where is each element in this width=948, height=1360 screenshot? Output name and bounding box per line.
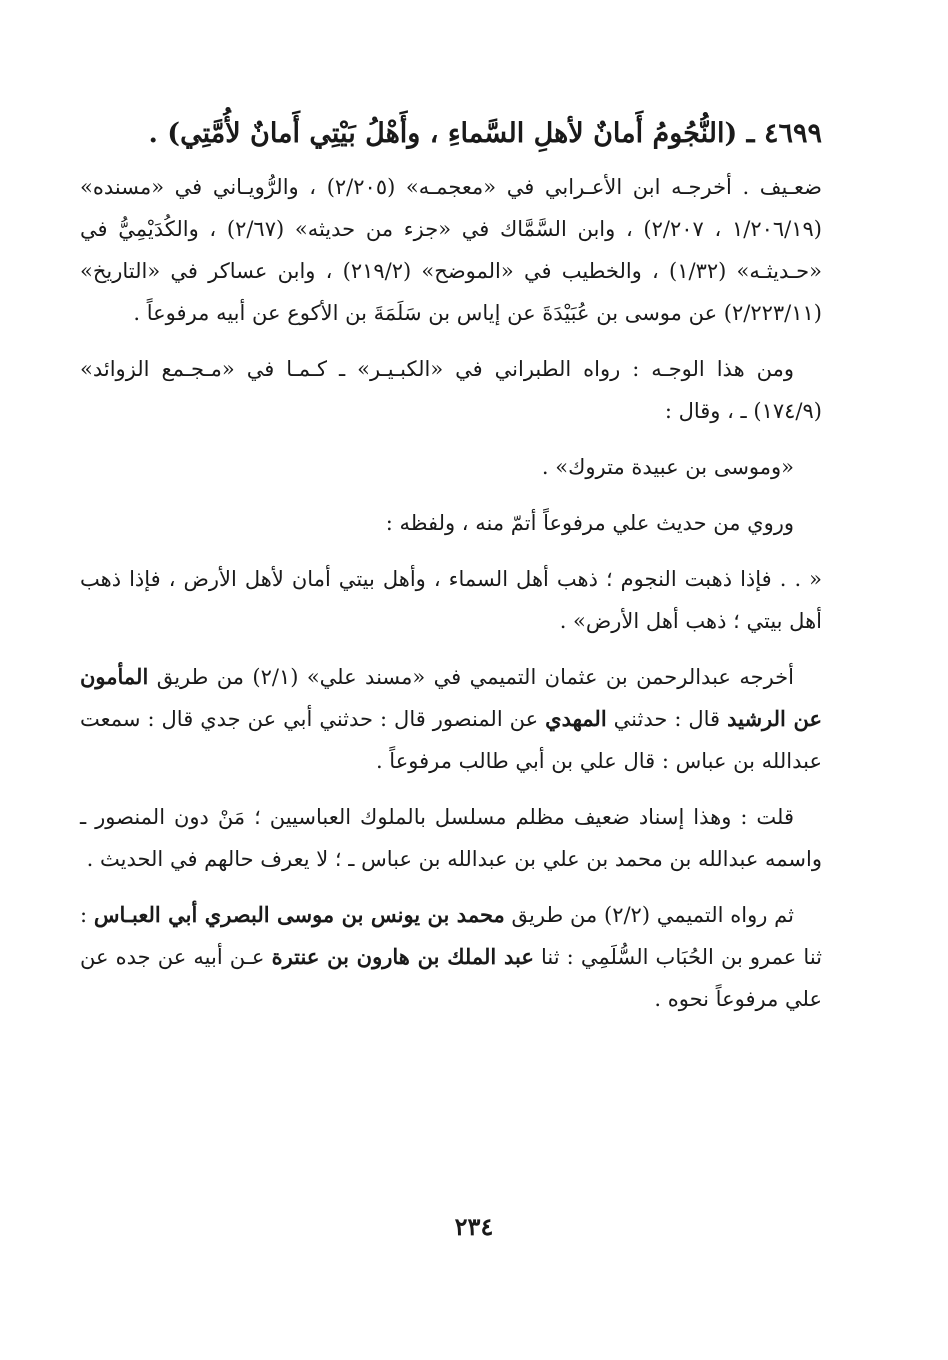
hadith-separator: ـ [737,118,764,149]
second-narrator-bold: محمد بن يونس بن موسى البصري أبي العبـاس [93,902,505,927]
tabarani-paragraph: ومن هذا الوجـه : رواه الطبراني في «الكبـيـر» ـ كـمـا في «مـجـمع الزوائد» (١٧٤/٩) ـ ، وقال : [80,357,822,423]
tamimi-text-c: قال : حدثني [606,707,728,731]
second-text-a: ثم رواه التميمي (٢/٢) من طريق [504,903,794,927]
second-text-e: عـن أبيه عن جده عن علي مرفوعاً نحوه . [80,945,822,1011]
hadith-text: (النُّجُومُ أَمانٌ لأهلِ السَّماءِ ، وأَهْلُ بَيْتِي أَمانٌ لأُمَّتِي) . [148,118,738,149]
hadith-number: ٤٦٩٩ [763,118,822,149]
hadith-heading [80,110,822,158]
page-number: ٢٣٤ [454,1212,494,1241]
tamimi-text-e: عن المنصور قال : حدثني أبي عن جدي قال : سمعت عبدالله بن عباس : قال علي بن أبي طالب مرفوعاً . [80,707,822,773]
page-body [80,110,822,1034]
second-abdulmalik-bold: عبد الملك بن هارون بن عنترة [271,944,534,969]
ali-narration-intro: وروي من حديث علي مرفوعاً أتمّ منه ، ولفظه : [385,511,794,535]
takhrij-paragraph: ضعـيف . أخرجـه ابن الأعـرابي في «معجمـه» (٢/٢٠٥) ، والرُّويـاني في «مسنده» (١/٢٠٦/١٩ ، ٢/٢٠٧) ، وابن السَّمَّاك في «جزء من حديثه» (٢/٦٧) ، والكُدَيْمِيُّ في «حـديثـه» (١/٣٢) ، والخطيب في «الموضح» (٢١٩/٢) ، وابن عساكر في «التاريخ» (٢/٢٢٣/١١) عن موسى بن عُبَيْدَةَ عن إياس بن سَلَمَةَ بن الأكوع عن أبيه مرفوعاً . [80,175,822,325]
author-comment-paragraph: قلت : وهذا إسناد ضعيف مظلم مسلسل بالملوك العباسيين ؛ مَنْ دون المنصور ـ واسمه عبدالله بن محمد بن علي بن عبدالله بن عباس ـ ؛ لا يعرف حالهم في الحديث . [80,805,822,871]
ali-narration-text: « . . فإذا ذهبت النجوم ؛ ذهب أهل السماء ، وأهل بيتي أمان لأهل الأرض ، فإذا ذهب أهل بيتي ؛ ذهب أهل الأرض» . [80,567,822,633]
haythami-quote: «وموسى بن عبيدة متروك» . [541,455,794,479]
second-text-c: : ثنا عمرو بن الحُبَاب السُّلَمِي : ثنا [80,903,822,969]
tamimi-paragraph [80,656,822,782]
tamimi-narrator-bold: المأمون عن الرشيد [80,664,822,731]
tamimi-text-a: أخرجه عبدالرحمن بن عثمان التميمي في «مسند علي» (٢/١) من طريق [148,665,794,689]
second-tamimi-paragraph [80,894,822,1020]
tamimi-mahdi-bold: المهدي [545,706,607,731]
